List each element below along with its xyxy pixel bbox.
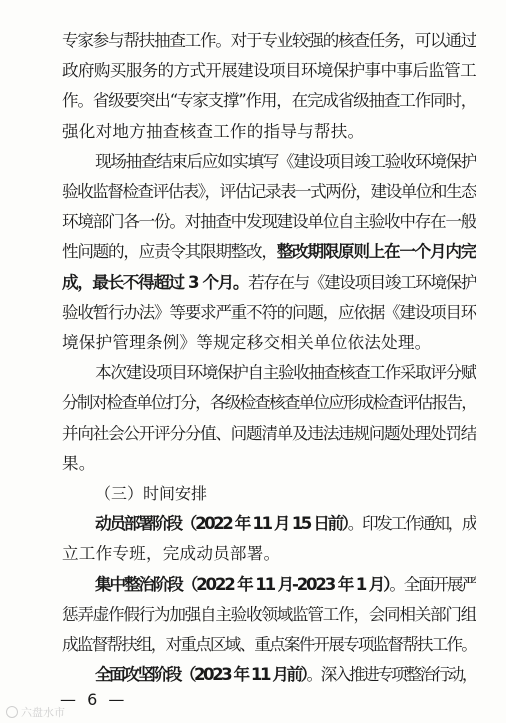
text-run: 分制对检查单位打分，各级检查核查单位应形成检查评估报告， bbox=[62, 393, 476, 413]
watermark-logo-icon bbox=[6, 706, 18, 718]
text-line bbox=[62, 449, 476, 479]
text-line bbox=[62, 237, 476, 267]
text-run: 作。省级要突出“专家支撑”作用，在完成省级抽查工作同时， bbox=[62, 91, 476, 111]
text-run: 本次建设项目环境保护自主验收抽查核查工作采取评分赋 bbox=[95, 363, 476, 383]
text-run: 验收监督检查评估表》，评估记录表一式两份，建设单位和生态 bbox=[62, 182, 476, 202]
text-run: 并向社会公开评分分值、问题清单及违法违规问题处理处罚结 bbox=[62, 423, 476, 443]
bold-text: 成，最长不得超过 3 个月。 bbox=[62, 272, 249, 292]
bold-text: 整改期限原则上在一个月内完 bbox=[276, 242, 476, 262]
text-line bbox=[62, 419, 476, 449]
text-run: 验收暂行办法》等要求严重不符的问题，应依据《建设项目环 bbox=[62, 302, 476, 322]
text-run: 。印发工作通知，成 bbox=[347, 514, 476, 534]
text-line bbox=[62, 328, 476, 358]
text-line bbox=[62, 268, 476, 298]
text-line bbox=[62, 117, 476, 147]
text-line bbox=[62, 570, 476, 600]
text-line bbox=[62, 509, 476, 539]
text-line bbox=[62, 86, 476, 116]
text-line bbox=[62, 358, 476, 388]
text-line bbox=[62, 630, 476, 660]
text-line bbox=[62, 147, 476, 177]
text-run: 果。 bbox=[62, 453, 96, 473]
text-run: 境保护管理条例》等规定移交相关单位依法处理。 bbox=[62, 333, 432, 353]
section-heading bbox=[62, 479, 476, 509]
page-number: — 6 — bbox=[60, 690, 128, 709]
bold-text: 集中整治阶段（2022 年 11 月-2023 年 1 月） bbox=[95, 574, 390, 594]
bold-text: 动员部署阶段（2022 年 11 月 15 日前） bbox=[95, 514, 348, 534]
text-run: 惩弄虚作假行为加强自主验收领域监管工作，会同相关部门组 bbox=[62, 604, 476, 624]
text-line bbox=[62, 660, 476, 690]
text-line bbox=[62, 388, 476, 418]
text-line bbox=[62, 539, 476, 569]
text-run: 强化对地方抽查核查工作的指导与帮扶。 bbox=[62, 121, 365, 141]
text-run: 若存在与《建设项目竣工环境保护 bbox=[248, 272, 476, 292]
text-run: 环境部门各一份。对抽查中发现建设单位自主验收中存在一般 bbox=[62, 212, 476, 232]
watermark bbox=[6, 704, 65, 720]
document-body bbox=[62, 26, 476, 690]
text-line bbox=[62, 56, 476, 86]
text-line bbox=[62, 177, 476, 207]
text-run: 性问题的，应责令其限期整改， bbox=[62, 242, 277, 262]
text-run: 成监督帮扶组，对重点区域、重点案件开展专项监督帮扶工作。 bbox=[62, 635, 476, 655]
text-run: （三）时间安排 bbox=[95, 484, 208, 504]
text-run: 现场抽查结束后应如实填写《建设项目竣工验收环境保护 bbox=[95, 151, 476, 171]
text-run: 。全面开展严 bbox=[389, 574, 476, 594]
text-line bbox=[62, 298, 476, 328]
text-run: 。深入推进专项整治行动， bbox=[306, 665, 476, 685]
watermark-text: 六盘水市 bbox=[21, 706, 65, 719]
text-line bbox=[62, 600, 476, 630]
text-line bbox=[62, 207, 476, 237]
bold-text: 全面攻坚阶段（2023 年 11 月前） bbox=[95, 665, 307, 685]
text-run: 立工作专班，完成动员部署。 bbox=[62, 544, 281, 564]
text-line bbox=[62, 26, 476, 56]
text-run: 政府购买服务的方式开展建设项目环境保护事中事后监管工 bbox=[62, 61, 476, 81]
text-run: 专家参与帮扶抽查工作。对于专业较强的核查任务，可以通过 bbox=[62, 31, 476, 50]
